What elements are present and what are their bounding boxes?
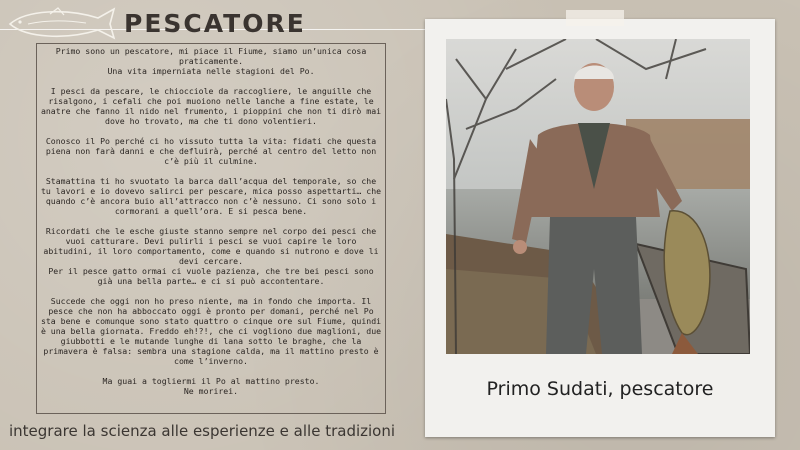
story-paragraph: Primo sono un pescatore, mi piace il Fiume, siamo un’unica cosa praticamente. Una vita imperniata nelle stagioni del Po.: [55, 46, 367, 76]
story-paragraph: I pesci da pescare, le chiocciole da raccogliere, le anguille che risalgono, i cefali che poi muoiono nelle lanche a fine estate, le anatre che fanno il nido nel frumento, i pioppini che non ti dirò mai dove ho trovato, ma che ti dono volentieri.: [40, 86, 382, 126]
page-title: PESCATORE: [124, 9, 306, 38]
photo-caption: Primo Sudati, pescatore: [486, 378, 714, 400]
story-text-panel: [36, 43, 386, 414]
story-paragraph: Ma guai a togliermi il Po al mattino presto. Ne morirei.: [102, 376, 320, 396]
fish-outline-icon: [6, 4, 118, 44]
story-paragraph: Succede che oggi non ho preso niente, ma in fondo che importa. Il pesce che non ha abboccato oggi è pronto per domani, perché nel Po sta bene e comunque sono stato quattro o cinque ore sul Fiume, quindi è una bella giornata. Freddo eh!?!, che ci vogliono due maglioni, due giubbotti e le mutande lunghe di lana sotto le braghe, che la primavera è falsa: sembra una stagione calda, ma il mattino presto è come l’inverno.: [40, 296, 382, 366]
tape-strip: [566, 10, 624, 26]
story-paragraph: Conosco il Po perché ci ho vissuto tutta la vita: fidati che questa piena non farà danni e che defluirà, perché al centro del letto non c’è più il culmine.: [45, 136, 377, 166]
story-paragraph: Stamattina ti ho svuotato la barca dall’acqua del temporale, so che tu lavori e io dovevo salirci per pescare, mica posso aspettarti… che quando c’è ancora buio all’attracco non c’è nessuno. Ci sono solo i cormorani a quell’ora. E si pesca bene.: [40, 176, 382, 216]
story-paragraph: Ricordati che le esche giuste stanno sempre nel corpo dei pesci che vuoi catturare. Devi pulirli i pesci se vuoi capire le loro abitudini, il loro comportamento, come e quando si nutrono e dove li devi cercare. Per il pesce gatto ormai ci vuole pazienza, che tre bei pesci sono già una bella parte… e ci si può accontentare.: [43, 226, 379, 286]
tagline: integrare la scienza alle esperienze e alle tradizioni: [9, 422, 396, 440]
fisherman-photo: [446, 39, 750, 354]
